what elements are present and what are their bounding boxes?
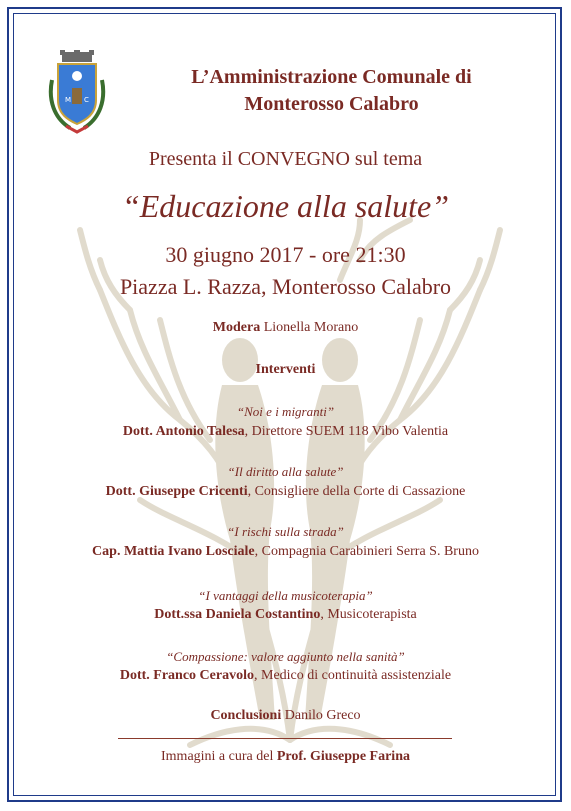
svg-text:C: C	[84, 96, 89, 104]
talk-speaker-line	[0, 424, 571, 440]
credits-name: Prof. Giuseppe Farina	[276, 749, 410, 764]
admin-line-2: Monterosso Calabro	[244, 93, 419, 115]
talk-speaker-line	[0, 544, 571, 560]
talk-affiliation: , Musicoterapista	[320, 607, 417, 622]
event-date: 30 giugno 2017 - ore 21:30	[165, 242, 406, 267]
talk-speaker-line	[0, 484, 571, 500]
event-place: Piazza L. Razza, Monterosso Calabro	[119, 274, 452, 299]
intro-text: Presenta il CONVEGNO sul tema	[148, 148, 423, 170]
talk-speaker: Dott. Franco Ceravolo	[119, 668, 254, 683]
conclusions-label: Conclusioni	[210, 708, 282, 723]
talk-affiliation: , Direttore SUEM 118 Vibo Valentia	[244, 424, 449, 439]
admin-line-1: L’Amministrazione Comunale di	[191, 66, 472, 88]
talk-topic: “Compassione: valore aggiunto nella sanità”	[166, 649, 405, 664]
moderator-line	[0, 320, 571, 336]
talk-topic: “Il diritto alla salute”	[227, 464, 344, 479]
talk-speaker-line	[0, 607, 571, 623]
municipal-crest-icon	[46, 50, 108, 134]
talk-speaker: Dott. Antonio Talesa	[122, 424, 245, 439]
talk-topic: “I rischi sulla strada”	[227, 524, 344, 539]
talk-topic: “Noi e i migranti”	[236, 404, 335, 419]
conclusions-line	[0, 708, 571, 724]
talk-affiliation: , Consigliere della Corte di Cassazione	[247, 484, 466, 499]
talk-affiliation: , Medico di continuità assistenziale	[254, 668, 452, 683]
event-title: “Educazione alla salute”	[121, 188, 450, 224]
moderator-name: Lionella Morano	[263, 320, 359, 335]
credits-line	[0, 749, 571, 765]
conclusions-name: Danilo Greco	[284, 708, 361, 723]
divider	[118, 738, 452, 739]
talk-speaker: Dott. Giuseppe Cricenti	[105, 484, 248, 499]
talk-speaker-line	[0, 668, 571, 684]
credits-prefix: Immagini a cura del	[161, 749, 274, 764]
talk-speaker: Cap. Mattia Ivano Losciale	[92, 544, 255, 559]
talk-speaker: Dott.ssa Daniela Costantino	[154, 607, 321, 622]
talk-topic: “I vantaggi della musicoterapia”	[198, 588, 373, 603]
svg-text:M: M	[65, 96, 72, 104]
moderator-role: Modera	[212, 320, 261, 335]
interventi-heading: Interventi	[255, 362, 316, 377]
talk-affiliation: , Compagnia Carabinieri Serra S. Bruno	[254, 544, 479, 559]
